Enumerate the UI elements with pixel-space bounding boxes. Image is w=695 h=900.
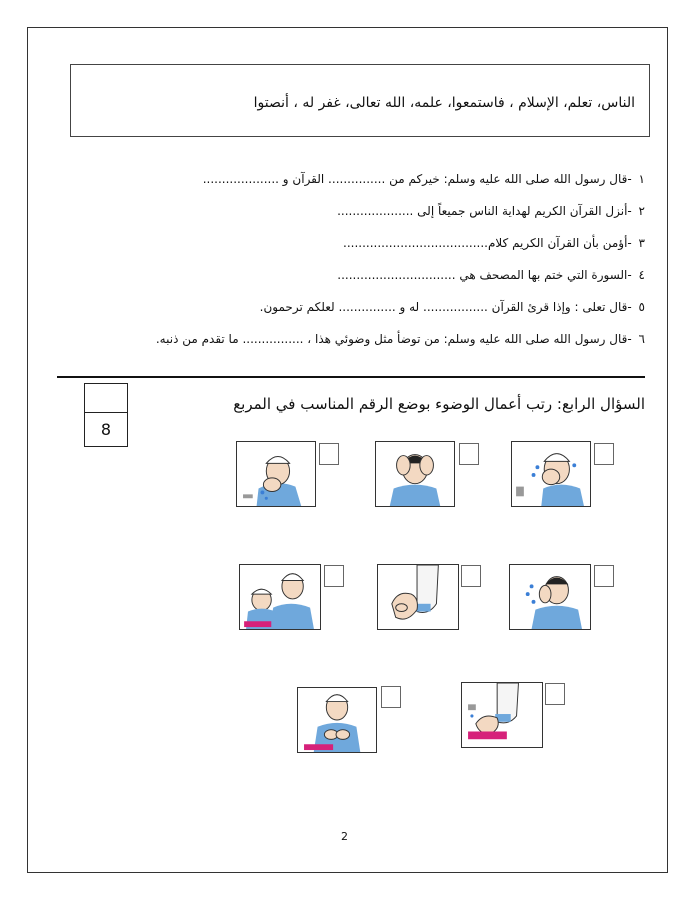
answer-box[interactable] — [545, 683, 565, 705]
question-5 — [260, 300, 645, 314]
washing-hands-icon — [297, 687, 377, 753]
washing-foot-tap-icon — [461, 682, 543, 748]
question-3 — [343, 236, 645, 250]
answer-box[interactable] — [594, 565, 614, 587]
question-number: ٣ — [638, 236, 645, 250]
question-text: -قال تعلى : وإذا قرئ القرآن ................. له و ............... لعلكم ترحمون. — [259, 300, 636, 314]
question-number: ١ — [638, 172, 645, 186]
question-text: -قال رسول الله صلى الله عليه وسلم: من توضأ مثل وضوئي هذا ، ................ ما تقدم من ذنبه. — [155, 332, 636, 346]
question-text: -أنزل القرآن الكريم لهداية الناس جميعاً إلى .................... — [337, 204, 636, 218]
question-6 — [156, 332, 645, 346]
washing-feet-icon — [377, 564, 459, 630]
wiping-ears-icon — [509, 564, 591, 630]
washing-face-water-icon — [511, 441, 591, 507]
question-1 — [203, 172, 645, 186]
washing-face-icon — [236, 441, 316, 507]
score-box — [84, 383, 128, 447]
answer-box[interactable] — [319, 443, 339, 465]
answer-box[interactable] — [381, 686, 401, 708]
word-bank-text: الناس، تعلم، الإسلام ، فاستمعوا، علمه، الله تعالى، غفر له ، أنصتوا — [253, 95, 635, 111]
answer-box[interactable] — [324, 565, 344, 587]
answer-box[interactable] — [594, 443, 614, 465]
score-value: 8 — [100, 420, 112, 439]
question-2 — [337, 204, 645, 218]
question-4 — [337, 268, 645, 282]
page-number: 2 — [341, 830, 348, 843]
question-text: -قال رسول الله صلى الله عليه وسلم: خيركم من ............... القرآن و .................... — [202, 172, 636, 186]
question-number: ٢ — [638, 204, 645, 218]
score-blank-cell — [85, 384, 127, 413]
question-text: -أؤمن بأن القرآن الكريم كلام...................................... — [343, 236, 636, 250]
answer-box[interactable] — [459, 443, 479, 465]
word-bank-box — [70, 64, 650, 137]
answer-box[interactable] — [461, 565, 481, 587]
section-title: السؤال الرابع: رتب أعمال الوضوء بوضع الرقم المناسب في المربع — [233, 395, 645, 413]
question-number: ٦ — [638, 332, 645, 346]
question-number: ٤ — [638, 268, 645, 282]
section-divider — [57, 376, 645, 378]
wiping-head-icon — [375, 441, 455, 507]
question-number: ٥ — [638, 300, 645, 314]
question-text: -السورة التي ختم بها المصحف هي ............................... — [337, 268, 636, 282]
rinsing-mouth-icon — [239, 564, 321, 630]
